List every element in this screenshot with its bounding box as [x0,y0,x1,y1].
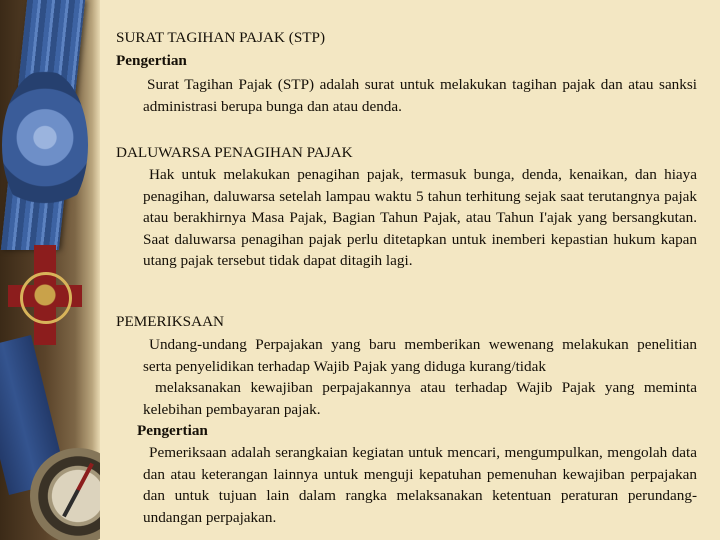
pemeriksaan-paragraph-2: melaksanakan kewajiban perpajakannya atau terhadap Wajib Pajak yang meminta kelebihan pembayaran pajak. [143,379,697,418]
daluwarsa-heading: DALUWARSA PENAGIHAN PAJAK [116,144,353,161]
daluwarsa-paragraph: Hak untuk melakukan penagihan pajak, termasuk bunga, denda, kenaikan, dan hiaya penagihan, daluwarsa setelah lampau waktu 5 tahun terhitung sejak saat terutangnya pajak atau berakhirnya Masa Pajak, Bagian Tahun Pajak, atau Tahun I'ajak yang bersangkutan. Saat daluwarsa penagihan pajak perlu ditetapkan untuk inemberi kepastian hukum kapan utang pajak tersebut tidak dapat ditagih lagi. [143,166,697,269]
stp-paragraph: Surat Tagihan Pajak (STP) adalah surat untuk melakukan tagihan pajak dan atau sanksi administrasi berupa bunga dan atau denda. [143,76,697,115]
pemeriksaan-paragraph-3: Pemeriksaan adalah serangkaian kegiatan untuk mencari, mengumpulkan, mengolah data dan atau keterangan lainnya untuk menguji kepatuhan pemenuhan kewajiban perpajakan dan untuk tujuan lain dalam rangka melaksanakan ketentuan peraturan perundang-undangan perpajakan. [143,444,697,526]
pemeriksaan-subheading: Pengertian [137,422,208,439]
pemeriksaan-heading: PEMERIKSAAN [116,313,225,330]
stp-subheading: Pengertian [116,52,187,69]
stp-heading: SURAT TAGIHAN PAJAK (STP) [116,29,326,46]
pemeriksaan-paragraph-1: Undang-undang Perpajakan yang baru memberikan wewenang melakukan penelitian serta penyelidikan terhadap Wajib Pajak yang diduga kurang/tidak [143,336,697,375]
